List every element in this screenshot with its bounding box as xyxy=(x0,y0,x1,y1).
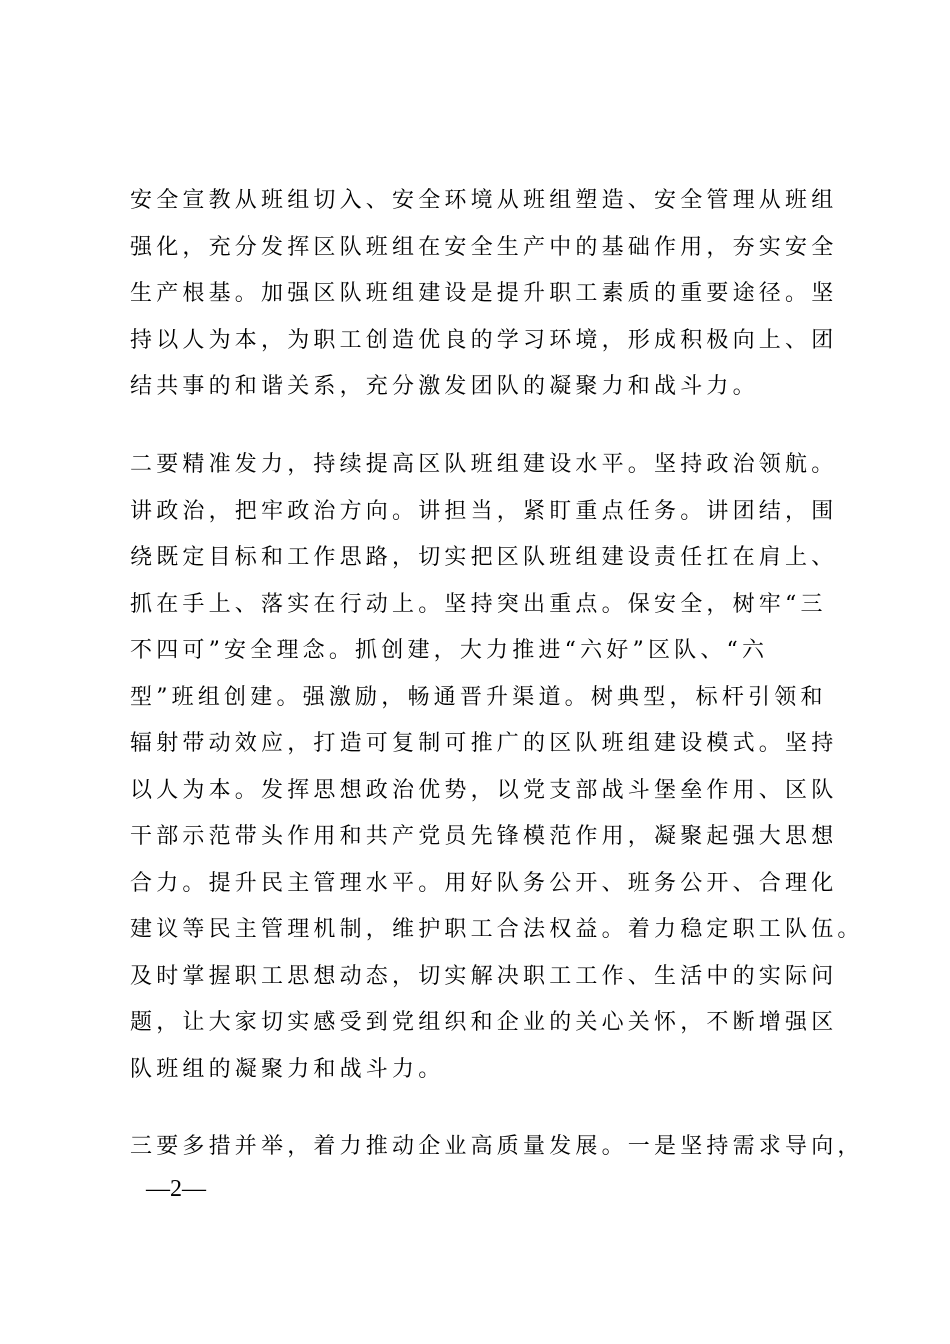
paragraph-2-line: 建议等民主管理机制，维护职工合法权益。着力稳定职工队伍。 xyxy=(130,917,864,942)
paragraph-2-line: 绕既定目标和工作思路，切实把区队班组建设责任扛在肩上、 xyxy=(130,545,838,570)
paragraph-1-line: 安全宣教从班组切入、安全环境从班组塑造、安全管理从班组 xyxy=(130,188,838,213)
paragraph-2-line: 及时掌握职工思想动态，切实解决职工工作、生活中的实际问 xyxy=(130,963,838,989)
paragraph-1-line: 持以人为本，为职工创造优良的学习环境，形成积极向上、团 xyxy=(130,327,838,353)
paragraph-3-line: 三要多措并举，着力推动企业高质量发展。一是坚持需求导向， xyxy=(130,1134,864,1159)
paragraph-1-line: 强化，充分发挥区队班组在安全生产中的基础作用，夯实安全 xyxy=(130,234,838,260)
page-number: —2— xyxy=(146,1176,206,1202)
paragraph-2-line: 辐射带动效应，打造可复制可推广的区队班组建设模式。坚持 xyxy=(130,731,838,756)
paragraph-1-line: 生产根基。加强区队班组建设是提升职工素质的重要途径。坚 xyxy=(130,281,838,306)
paragraph-2-line: 抓在手上、落实在行动上。坚持突出重点。保安全，树牢“三 xyxy=(130,591,827,617)
paragraph-2-line: 二要精准发力，持续提高区队班组建设水平。坚持政治领航。 xyxy=(130,452,838,477)
paragraph-2-line: 干部示范带头作用和共产党员先锋模范作用，凝聚起强大思想 xyxy=(130,824,838,849)
paragraph-2-line: 题，让大家切实感受到党组织和企业的关心关怀，不断增强区 xyxy=(130,1010,838,1035)
paragraph-1-line: 结共事的和谐关系，充分激发团队的凝聚力和战斗力。 xyxy=(130,374,759,399)
paragraph-2-line: 型”班组创建。强激励，畅通晋升渠道。树典型，标杆引领和 xyxy=(130,684,827,710)
paragraph-2-line: 队班组的凝聚力和战斗力。 xyxy=(130,1056,445,1082)
paragraph-2-line: 讲政治，把牢政治方向。讲担当，紧盯重点任务。讲团结，围 xyxy=(130,498,838,524)
paragraph-2-line: 不四可”安全理念。抓创建，大力推进“六好”区队、“六 xyxy=(130,638,769,663)
paragraph-2-line: 合力。提升民主管理水平。用好队务公开、班务公开、合理化 xyxy=(130,870,838,896)
paragraph-2-line: 以人为本。发挥思想政治优势，以党支部战斗堡垒作用、区队 xyxy=(130,777,838,803)
